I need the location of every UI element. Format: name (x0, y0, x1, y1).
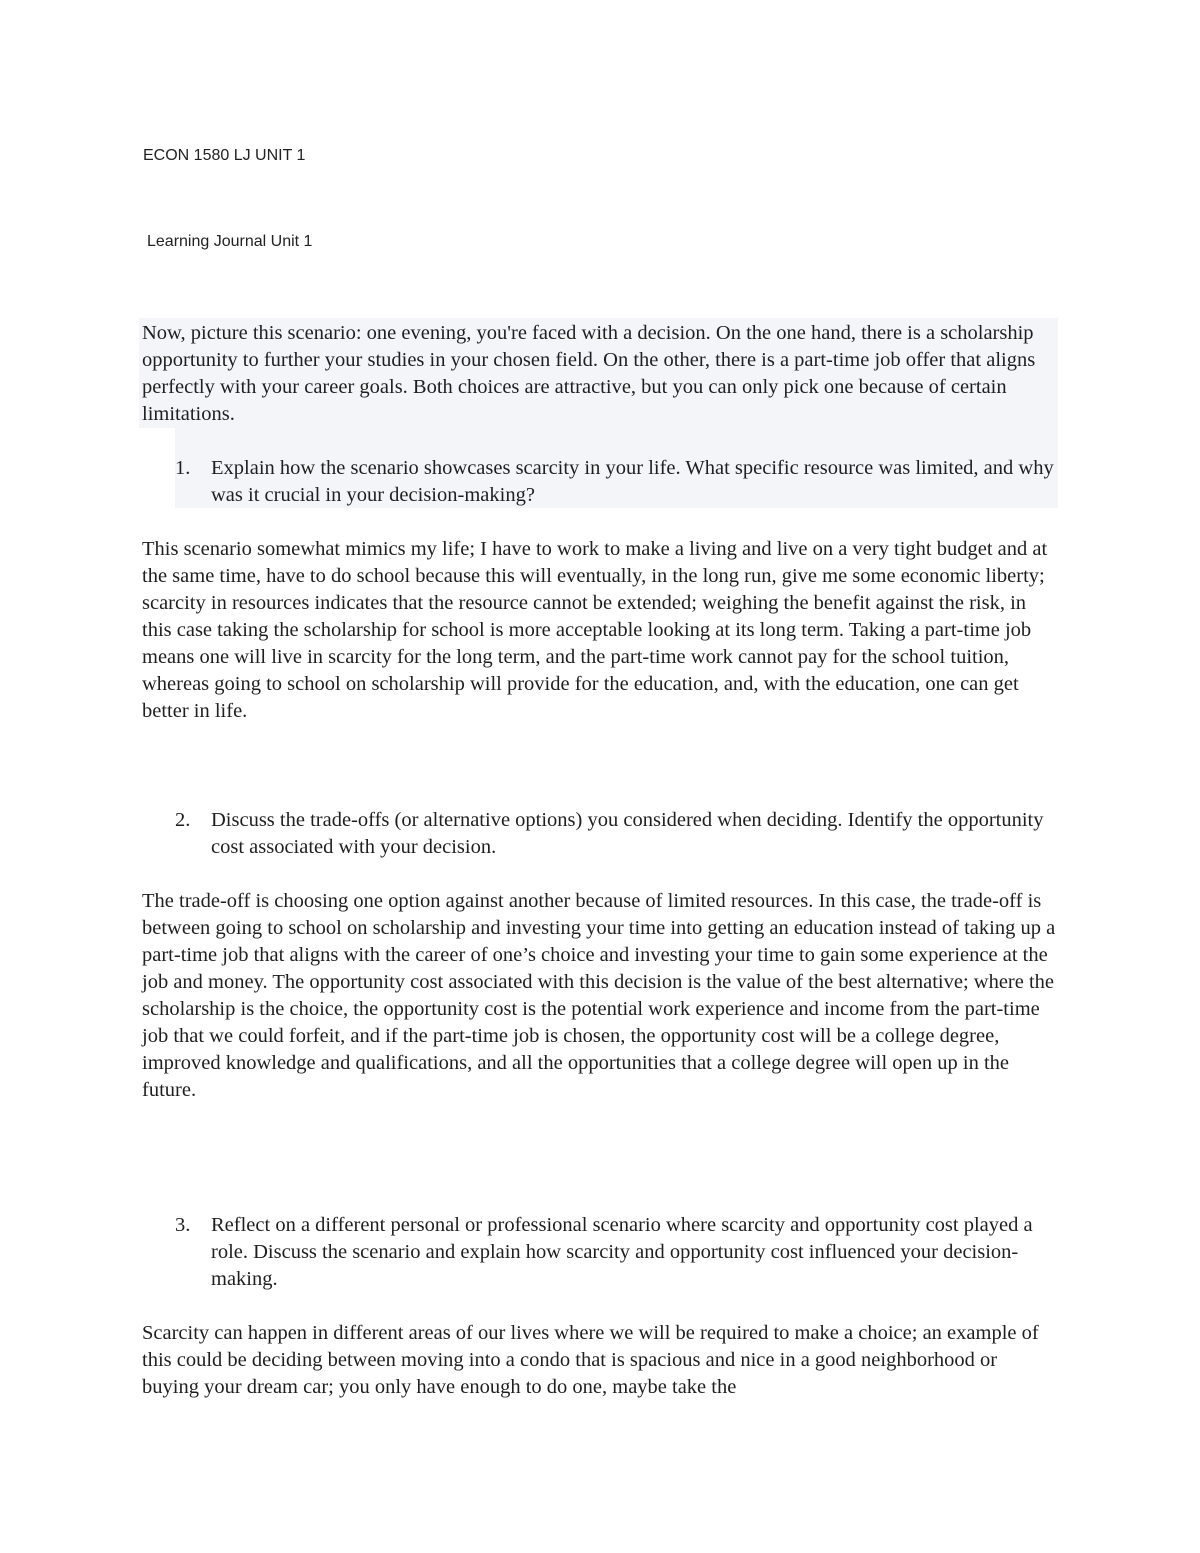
question-number: 3. (175, 1214, 191, 1236)
question-3 (175, 1212, 1055, 1293)
answer-3: Scarcity can happen in different areas of our lives where we will be required to make a choice; an example of this could be deciding between moving into a condo that is spacious and nice in a good neighborhood or buying your dream car; you only have enough to do one, maybe take the (142, 1322, 1039, 1398)
question-text: Explain how the scenario showcases scarcity in your life. What specific resource was limited, and why was it crucial in your decision-making? (211, 457, 1054, 506)
question-text: Discuss the trade-offs (or alternative options) you considered when deciding. Identify the opportunity cost associated with your decision. (211, 809, 1044, 858)
intro-paragraph: Now, picture this scenario: one evening, you're faced with a decision. On the one hand, there is a scholarship opportunity to further your studies in your chosen field. On the other, there is a part-time job offer that aligns perfectly with your career goals. Both choices are attractive, but you can only pick one because of certain limitations. (142, 322, 1036, 425)
question-2 (175, 807, 1055, 861)
question-number: 1. (175, 457, 191, 479)
question-number: 2. (175, 809, 191, 831)
answer-2: The trade-off is choosing one option against another because of limited resources. In this case, the trade-off is between going to school on scholarship and investing your time into getting an education instead of taking up a part-time job that aligns with the career of one’s choice and investing your time to gain some experience at the job and money. The opportunity cost associated with this decision is the value of the best alternative; where the scholarship is the choice, the opportunity cost is the potential work experience and income from the part-time job that we could forfeit, and if the part-time job is chosen, the opportunity cost will be a college degree, improved knowledge and qualifications, and all the opportunities that a college degree will open up in the future. (142, 890, 1056, 1101)
question-text: Reflect on a different personal or professional scenario where scarcity and opportunity cost played a role. Discuss the scenario and explain how scarcity and opportunity cost influenced your decision-making. (211, 1214, 1033, 1290)
course-header: ECON 1580 LJ UNIT 1 (143, 147, 306, 164)
answer-1: This scenario somewhat mimics my life; I have to work to make a living and live on a very tight budget and at the same time, have to do school because this will eventually, in the long run, give me some economic liberty; scarcity in resources indicates that the resource cannot be extended; weighing the benefit against the risk, in this case taking the scholarship for school is more acceptable looking at its long term. Taking a part-time job means one will live in scarcity for the long term, and the part-time work cannot pay for the school tuition, whereas going to school on scholarship will provide for the education, and, with the education, one can get better in life. (142, 538, 1048, 722)
document-subtitle: Learning Journal Unit 1 (147, 233, 313, 250)
question-1 (175, 455, 1055, 509)
